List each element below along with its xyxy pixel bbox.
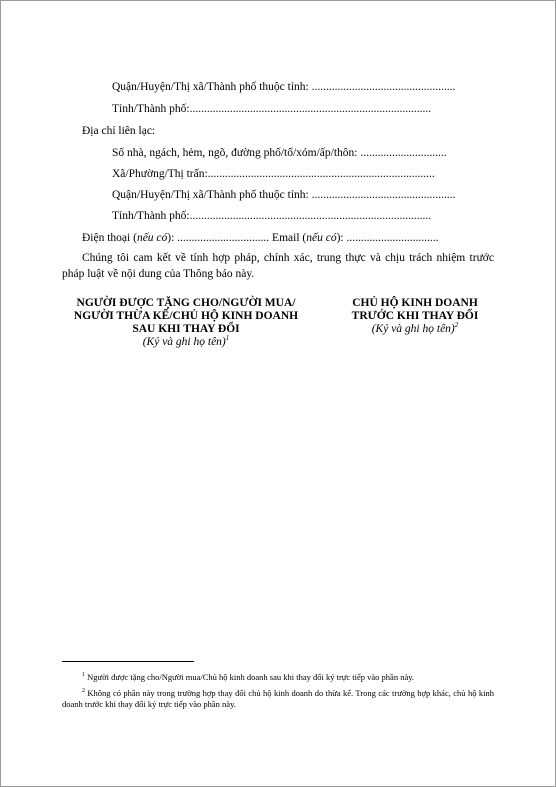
email-optional: nếu có [306,232,337,244]
footnote-1-number: 1 [82,672,85,679]
phone-email-line [82,231,438,245]
footnote-separator [62,661,194,662]
footnote-ref-1: 1 [225,334,230,343]
signature-right [330,297,500,336]
street-line: Số nhà, ngách, hẻm, ngõ, đường phố/tổ/xóm/ấp/thôn: .............................. [112,147,447,159]
signature-right-title-1: CHỦ HỘ KINH DOANH [352,297,478,309]
footnote-2 [62,688,494,710]
phone-dots: ): ................................ Email ( [167,232,307,244]
province-line: Tỉnh/Thành phố:.................................................................................... [112,103,432,115]
signature-left-title-2: NGƯỜI THỪA KẾ/CHỦ HỘ KINH DOANH [73,310,299,322]
footnote-1-text: Người được tặng cho/Người mua/Chủ hộ kinh doanh sau khi thay đổi ký trực tiếp vào phần này. [85,672,415,682]
district-line: Quận/Huyện/Thị xã/Thành phố thuộc tỉnh: .................................................. [112,81,456,93]
district-line-2: Quận/Huyện/Thị xã/Thành phố thuộc tỉnh: .................................................. [112,189,456,201]
signature-left-title-3: SAU KHI THAY ĐỔI [132,323,240,335]
commitment-paragraph: Chúng tôi cam kết về tính hợp pháp, chính xác, trung thực và chịu trách nhiệm trước pháp luật về nội dung của Thông báo này. [62,252,494,280]
province-line-2: Tỉnh/Thành phố:.................................................................................... [112,210,432,222]
signature-left [55,297,317,349]
contact-address-label: Địa chỉ liên lạc: [82,125,156,137]
signature-left-title-1: NGƯỜI ĐƯỢC TẶNG CHO/NGƯỜI MUA/ [76,297,296,309]
ward-line: Xã/Phường/Thị trấn:............................................................................... [112,168,435,180]
signature-left-note: (Ký và ghi họ tên)$^1$ [142,334,230,348]
footnote-2-number: 2 [82,688,85,695]
phone-label: Điện thoại ( [82,232,137,244]
footnote-1 [62,672,494,683]
signature-right-title-2: TRƯỚC KHI THAY ĐỔI [351,310,479,322]
phone-optional: nếu có [136,232,168,244]
footnote-2-text: Không có phần này trong trường hợp thay đổi chủ hộ kinh doanh do thừa kế. Trong các trường hợp khác, chủ hộ kinh doanh trước khi thay đổi ký trực tiếp vào phần này. [62,688,494,709]
signature-right-note: (Ký và ghi họ tên)$^2$ [371,321,459,335]
footnote-ref-2: 2 [454,321,459,330]
email-dots: ): ................................ [336,232,439,244]
